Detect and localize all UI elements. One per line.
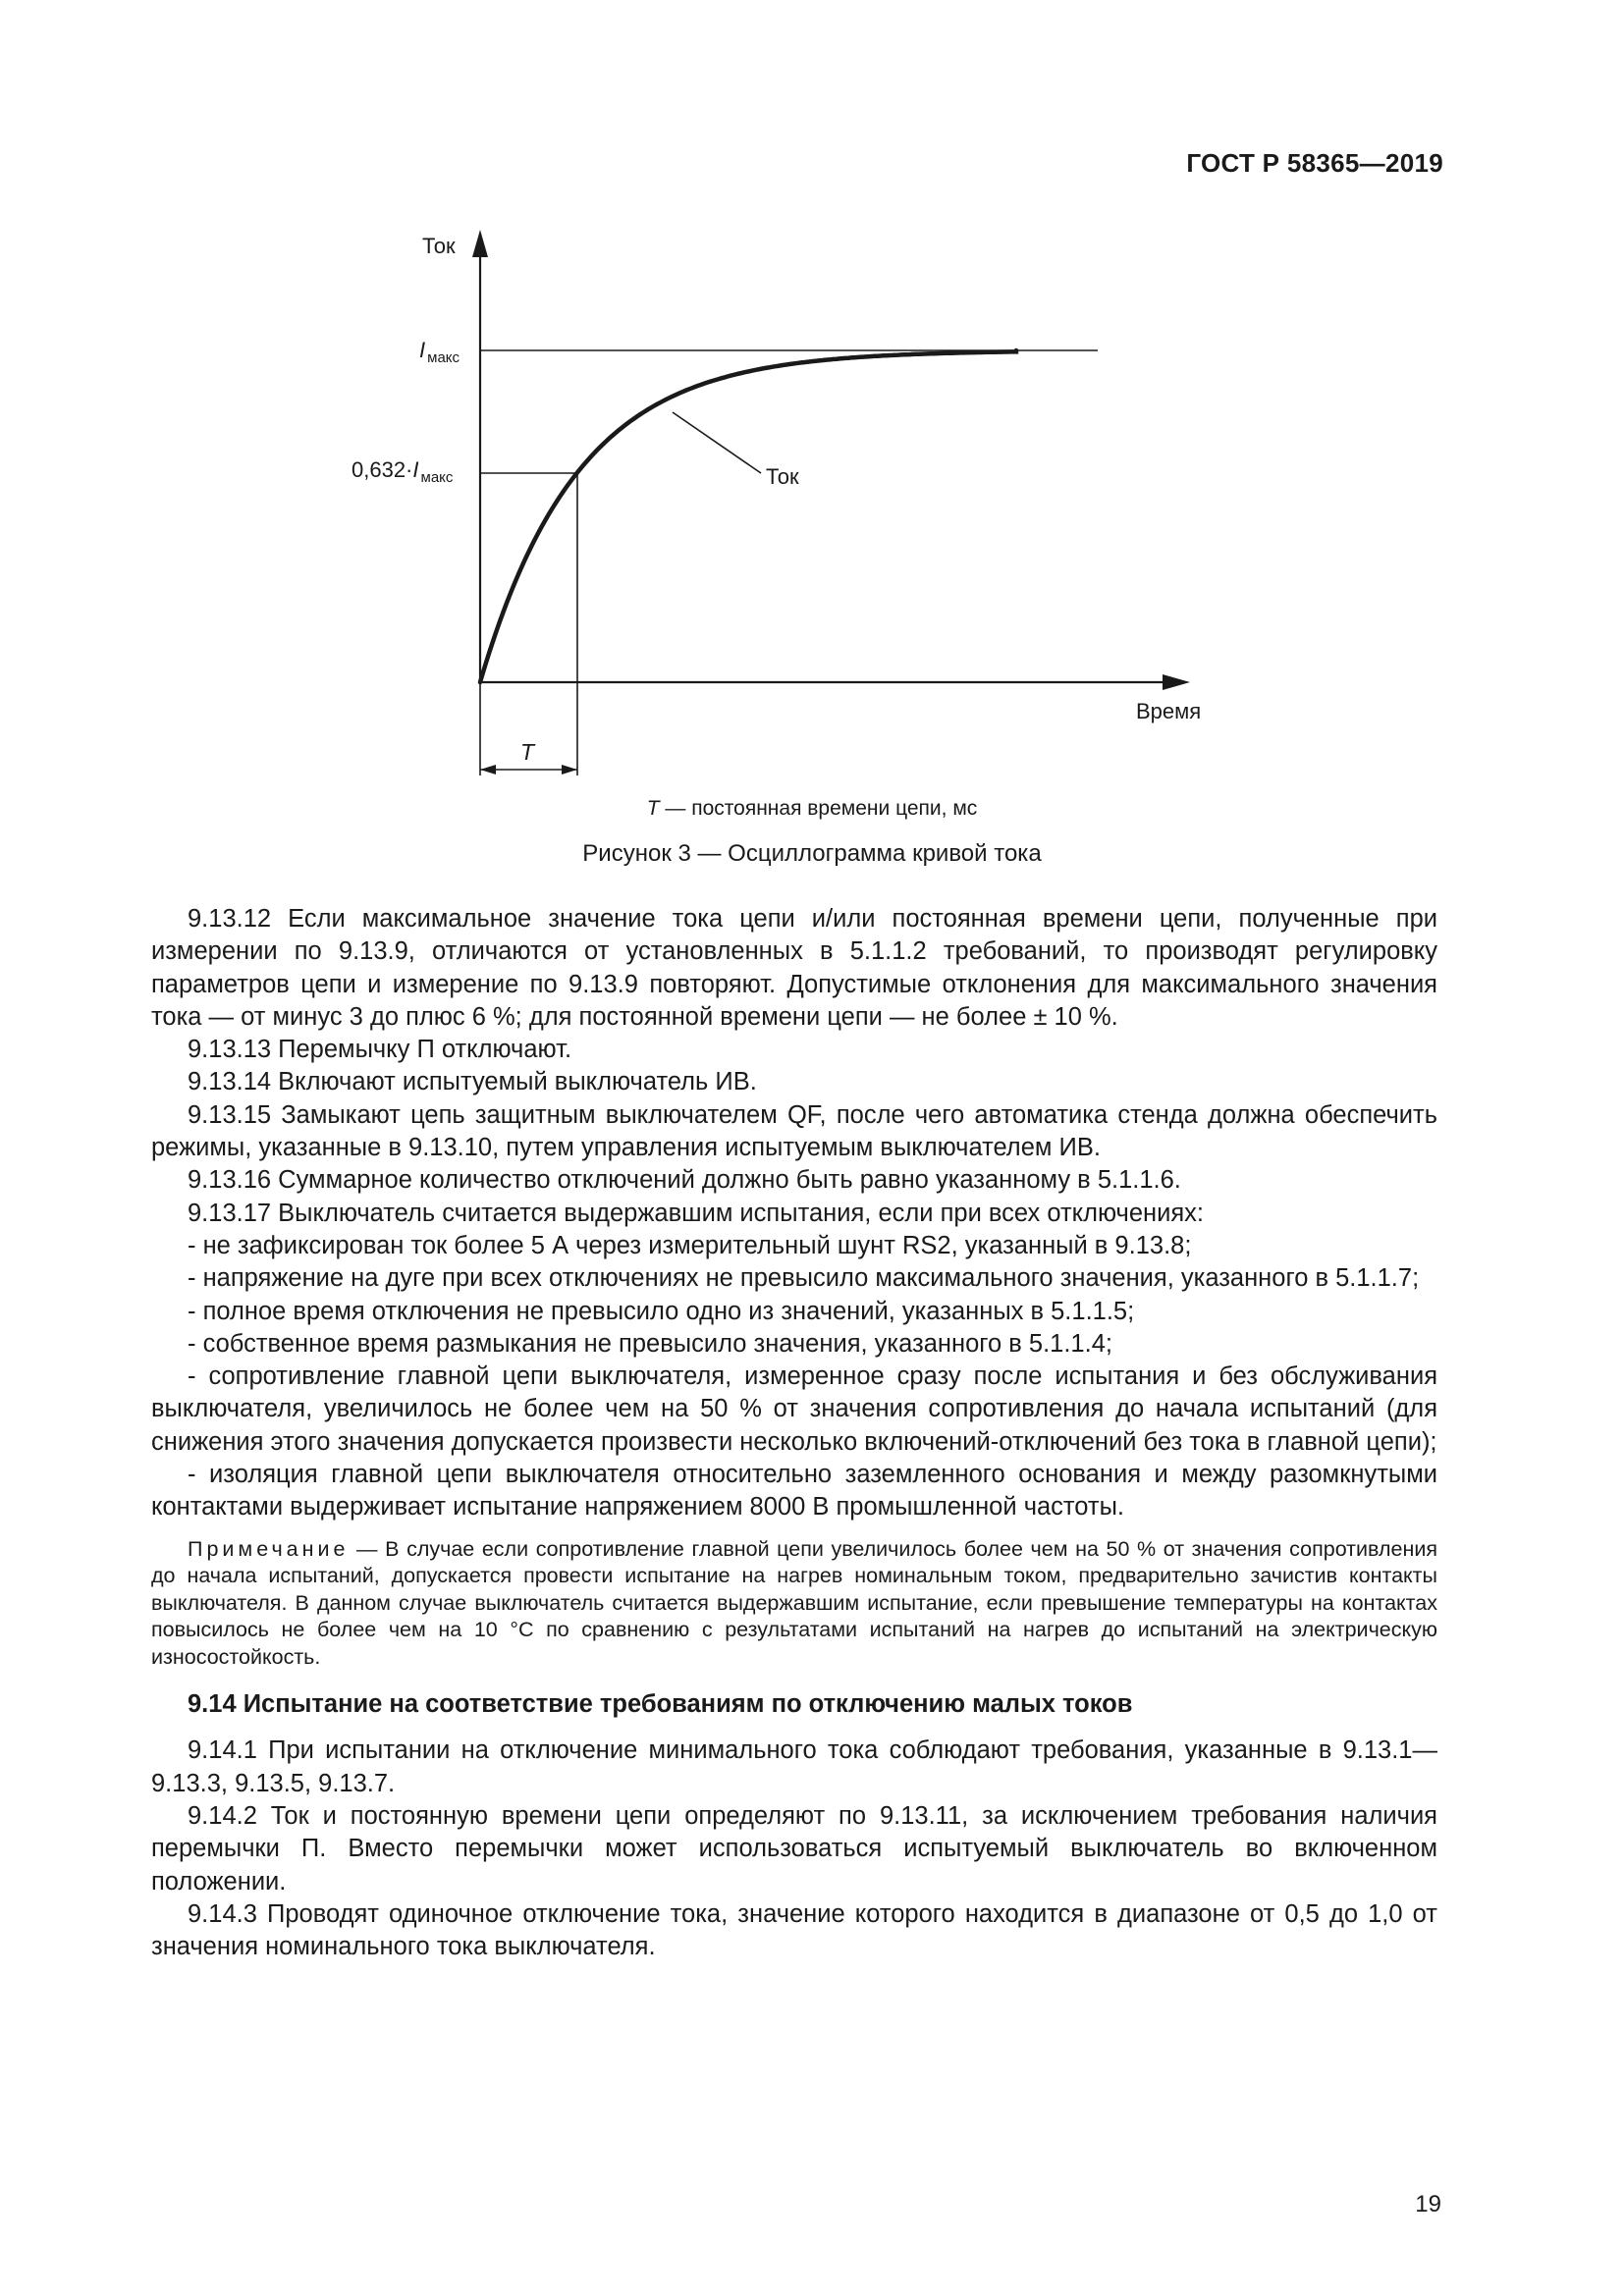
section-heading-9-14: 9.14 Испытание на соответствие требованиям по отключению малых токов	[188, 1690, 1133, 1719]
imax-label	[419, 338, 460, 366]
legend-text: — постоянная времени цепи, мс	[659, 797, 978, 820]
time-constant-arrow-right	[562, 765, 577, 774]
paragraph-9-14-3: 9.14.3 Проводят одиночное отключение тока, значение которого находится в диапазоне от 0,5 до 1,0 от значения номинального тока выключателя.	[151, 1899, 1437, 1961]
list-item: - напряжение на дуге при всех отключениях не превысило максимального значения, указанного в 5.1.1.7;	[188, 1264, 1420, 1293]
curve-label: Ток	[766, 464, 799, 489]
legend-symbol: T	[646, 797, 660, 820]
list-item: - собственное время размыкания не превысило значения, указанного в 5.1.1.4;	[188, 1329, 1112, 1358]
list-item: - не зафиксирован ток более 5 А через измерительный шунт RS2, указанный в 9.13.8;	[188, 1231, 1192, 1259]
paragraph-9-13-12: 9.13.12 Если максимальное значение тока цепи и/или постоянная времени цепи, полученные при измерении по 9.13.9, отличаются от установленных в 5.1.1.2 требований, то производят регулировку параметров цепи и измерение по 9.13.9 повторяют. Допустимые отклонения для максимального значения тока — от минус 3 до плюс 6 %; для постоянной времени цепи — не более ± 10 %.	[151, 905, 1437, 1031]
paragraph-9-13-13: 9.13.13 Перемычку П отключают.	[188, 1036, 572, 1064]
figure-legend	[0, 797, 1624, 821]
paragraph-9-14-1: 9.14.1 При испытании на отключение минимального тока соблюдают требования, указанные в 9.13.1—9.13.3, 9.13.5, 9.13.7.	[151, 1736, 1437, 1797]
y-axis-label: Ток	[422, 234, 456, 258]
paragraph-9-13-16: 9.13.16 Суммарное количество отключений должно быть равно указанному в 5.1.1.6.	[188, 1166, 1181, 1195]
current-oscillogram-figure	[0, 0, 1624, 883]
page-number: 19	[1415, 2191, 1441, 2217]
document-body	[151, 903, 1437, 1964]
paragraph-9-14-2: 9.14.2 Ток и постоянную времени цепи определяют по 9.13.11, за исключением требования наличия перемычки П. Вместо перемычки может использоваться испытуемый выключатель во включенном положении.	[151, 1802, 1437, 1896]
paragraph-9-13-15: 9.13.15 Замыкают цепь защитным выключателем QF, после чего автоматика стенда должна обеспечить режимы, указанные в 9.13.10, путем управления испытуемым выключателем ИВ.	[151, 1100, 1437, 1162]
document-code-header: ГОСТ Р 58365—2019	[1186, 148, 1443, 178]
note-text: — В случае если сопротивление главной цепи увеличилось более чем на 50 % от значения сопротивления до начала испытаний, допускается провести испытание на нагрев номинальным током, предварительно зачистив контакты выключателя. В данном случае выключатель считается выдержавшим испытание, если превышение температуры на контактах повысилось не более чем на 10 °С по сравнению с результатами испытаний на нагрев до испытаний на электрическую износостойкость.	[151, 1536, 1437, 1669]
paragraph-9-13-17: 9.13.17 Выключатель считается выдержавшим испытания, если при всех отключениях:	[188, 1199, 1204, 1227]
list-item: - сопротивление главной цепи выключателя, измеренное сразу после испытания и без обслуживания выключателя, увеличилось не более чем на 50 % от значения сопротивления до начала испытаний (для снижения этого значения допускается произвести несколько включений-отключений без тока в главной цепи);	[151, 1362, 1437, 1456]
imax-subscript: макс	[427, 349, 460, 366]
x-axis-arrow	[1163, 674, 1190, 690]
level-symbol: I	[412, 457, 419, 482]
level-subscript: макс	[420, 469, 454, 486]
list-item: - полное время отключения не превысило одно из значений, указанных в 5.1.1.5;	[188, 1297, 1135, 1325]
time-constant-arrow-left	[480, 765, 496, 774]
note	[151, 1536, 1437, 1672]
paragraph-9-13-14: 9.13.14 Включают испытуемый выключатель ИВ.	[188, 1068, 757, 1096]
y-axis-arrow	[472, 230, 488, 257]
current-curve	[480, 350, 1016, 682]
x-axis-label: Время	[1136, 699, 1202, 723]
figure-caption: Рисунок 3 — Осциллограмма кривой тока	[582, 840, 1042, 867]
level-label	[352, 457, 454, 486]
curve-leader-line	[673, 412, 761, 473]
time-constant-label: T	[520, 739, 535, 765]
imax-symbol: I	[419, 338, 426, 362]
note-label: Примечание	[188, 1536, 350, 1561]
list-item: - изоляция главной цепи выключателя относительно заземленного основания и между разомкнутыми контактами выдерживает испытание напряжением 8000 В промышленной частоты.	[151, 1461, 1437, 1522]
level-prefix: 0,632·	[352, 457, 413, 482]
